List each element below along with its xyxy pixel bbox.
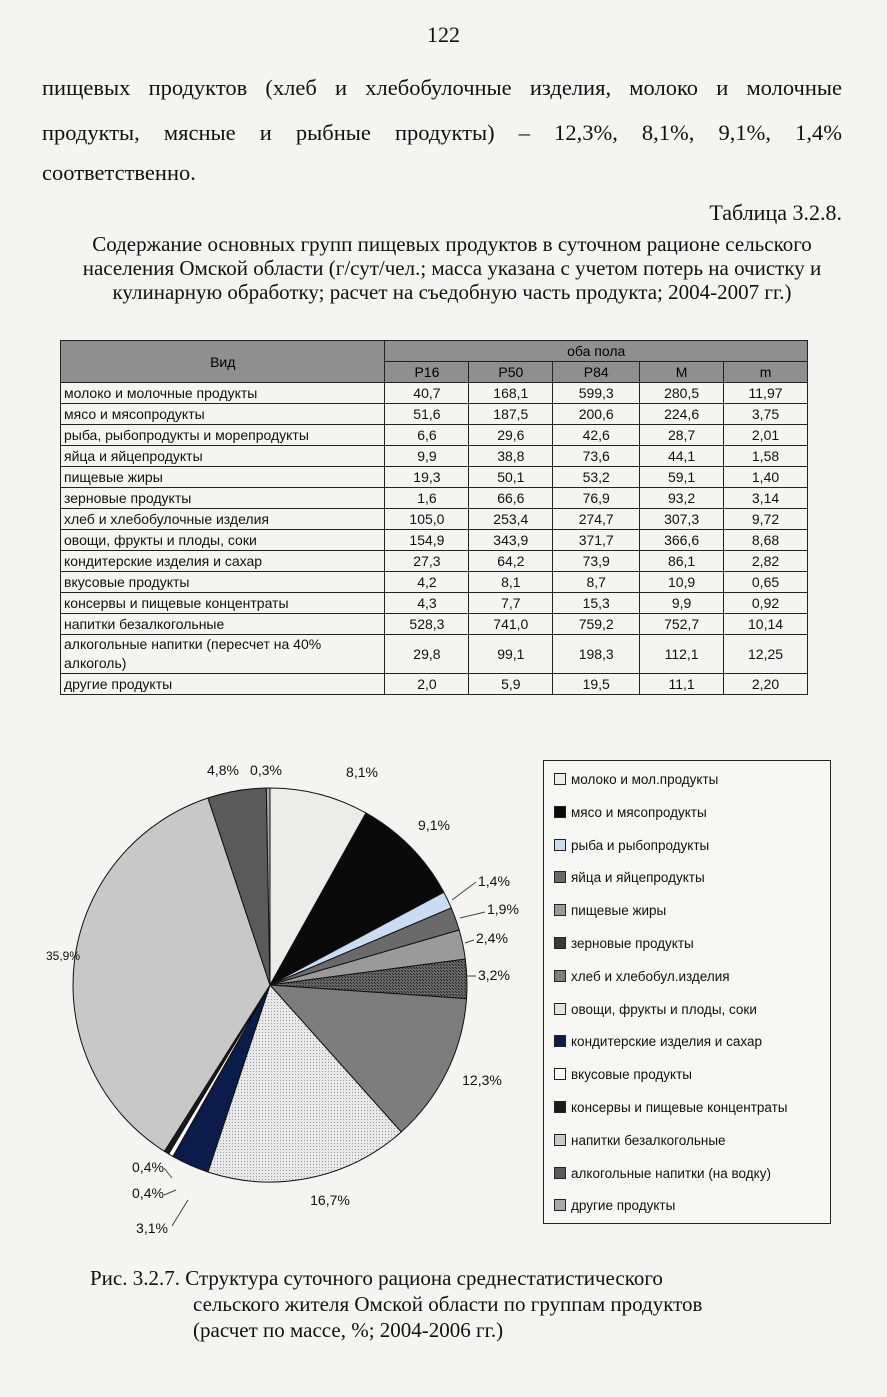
table-row <box>61 593 808 614</box>
slice-value-label: 4,8% <box>207 762 239 778</box>
legend-swatch <box>554 1101 566 1113</box>
table-row <box>61 572 808 593</box>
slice-value-label: 3,1% <box>136 1220 168 1236</box>
row-name: другие продукты <box>61 674 385 695</box>
table-cell: 29,6 <box>469 425 553 446</box>
row-name: мясо и мясопродукты <box>61 404 385 425</box>
table-cell: 59,1 <box>640 467 724 488</box>
legend-label: пищевые жиры <box>571 903 667 919</box>
legend-swatch <box>554 871 566 883</box>
table-row <box>61 446 808 467</box>
legend-label: молоко и мол.продукты <box>571 772 719 787</box>
row-name: овощи, фрукты и плоды, соки <box>61 530 385 551</box>
legend-swatch <box>554 806 566 818</box>
table-cell: 3,14 <box>724 488 808 509</box>
table-cell: 93,2 <box>640 488 724 509</box>
table-cell: 2,01 <box>724 425 808 446</box>
table-cell: 66,6 <box>469 488 553 509</box>
table-cell: 752,7 <box>640 614 724 635</box>
legend-swatch <box>554 937 566 949</box>
legend-label: зерновые продукты <box>571 936 694 951</box>
table-cell: 3,75 <box>724 404 808 425</box>
legend-label: вкусовые продукты <box>571 1067 692 1083</box>
table-cell: 200,6 <box>553 404 640 425</box>
legend-swatch <box>554 773 566 785</box>
legend-item <box>554 1001 757 1019</box>
table-cell: 2,82 <box>724 551 808 572</box>
table-cell: 76,9 <box>553 488 640 509</box>
legend-item <box>554 1132 726 1150</box>
row-name: пищевые жиры <box>61 467 385 488</box>
slice-value-label: 0,4% <box>132 1185 164 1201</box>
slice-value-label: 1,4% <box>478 873 510 889</box>
table-cell: 187,5 <box>469 404 553 425</box>
row-name: алкогольные напитки (пересчет на 40% алкоголь) <box>61 635 385 674</box>
legend-item <box>554 1033 762 1051</box>
table-cell: 253,4 <box>469 509 553 530</box>
table-cell: 371,7 <box>553 530 640 551</box>
figure-caption <box>90 1265 702 1343</box>
column-header: M <box>640 362 724 383</box>
slice-value-label: 0,4% <box>132 1159 164 1175</box>
slice-value-label: 1,9% <box>487 901 519 917</box>
legend-swatch <box>554 904 566 916</box>
legend-swatch <box>554 839 566 851</box>
table-row <box>61 509 808 530</box>
row-name: хлеб и хлебобулочные изделия <box>61 509 385 530</box>
table-cell: 168,1 <box>469 383 553 404</box>
table-cell: 40,7 <box>385 383 469 404</box>
legend-label: консервы и пищевые концентраты <box>571 1100 788 1115</box>
paragraph-line: пищевых продуктов (хлеб и хлебобулочные изделия, молоко и молочные <box>42 75 842 100</box>
legend-item <box>554 1197 675 1215</box>
legend-swatch <box>554 1199 566 1211</box>
legend-label: другие продукты <box>571 1198 676 1214</box>
legend-item <box>554 935 694 953</box>
table-cell: 759,2 <box>553 614 640 635</box>
leader-line <box>465 940 474 943</box>
table-cell: 2,20 <box>724 674 808 695</box>
table-cell: 53,2 <box>553 467 640 488</box>
table-cell: 11,1 <box>640 674 724 695</box>
legend-item <box>554 902 666 920</box>
row-name: кондитерские изделия и сахар <box>61 551 385 572</box>
table-cell: 27,3 <box>385 551 469 572</box>
table-cell: 307,3 <box>640 509 724 530</box>
figure-caption-line: (расчет по массе, %; 2004-2006 гг.) <box>193 1318 504 1342</box>
row-name: молоко и молочные продукты <box>61 383 385 404</box>
table-cell: 280,5 <box>640 383 724 404</box>
legend-swatch <box>554 970 566 982</box>
table-row <box>61 488 808 509</box>
table-cell: 99,1 <box>469 635 553 674</box>
legend-label: мясо и мясопродукты <box>571 804 707 820</box>
figure-caption-line: Рис. 3.2.7. Структура суточного рациона среднестатистического <box>90 1266 663 1290</box>
legend-swatch <box>554 1167 566 1179</box>
column-header: m <box>724 362 808 383</box>
table-cell: 44,1 <box>640 446 724 467</box>
slice-value-label: 8,1% <box>346 764 378 780</box>
table-cell: 2,0 <box>385 674 469 695</box>
table-row <box>61 425 808 446</box>
table-cell: 7,7 <box>469 593 553 614</box>
table-cell: 12,25 <box>724 635 808 674</box>
table-cell: 42,6 <box>553 425 640 446</box>
table-cell: 29,8 <box>385 635 469 674</box>
table-row <box>61 614 808 635</box>
table-cell: 528,3 <box>385 614 469 635</box>
table-cell: 8,68 <box>724 530 808 551</box>
table-cell: 19,3 <box>385 467 469 488</box>
legend-label: хлеб и хлебобул.изделия <box>571 968 730 984</box>
legend-label: напитки безалкогольные <box>571 1132 726 1148</box>
table-cell: 8,1 <box>469 572 553 593</box>
table-cell: 224,6 <box>640 404 724 425</box>
slice-value-label: 3,2% <box>478 967 510 983</box>
table-cell: 38,8 <box>469 446 553 467</box>
row-name: яйца и яйцепродукты <box>61 446 385 467</box>
table-cell: 154,9 <box>385 530 469 551</box>
table-cell: 599,3 <box>553 383 640 404</box>
column-header: P16 <box>385 362 469 383</box>
table-cell: 5,9 <box>469 674 553 695</box>
table-cell: 51,6 <box>385 404 469 425</box>
legend-item <box>554 804 707 822</box>
table-number: Таблица 3.2.8. <box>709 200 842 225</box>
legend-label: алкогольные напитки (на водку) <box>571 1165 771 1181</box>
legend-label: кондитерские изделия и сахар <box>571 1034 762 1050</box>
row-name: напитки безалкогольные <box>61 614 385 635</box>
table-cell: 86,1 <box>640 551 724 572</box>
legend-item <box>554 771 718 789</box>
table-row <box>61 467 808 488</box>
table-cell: 10,9 <box>640 572 724 593</box>
table-cell: 50,1 <box>469 467 553 488</box>
table-cell: 4,2 <box>385 572 469 593</box>
legend-item <box>554 968 730 986</box>
table-row <box>61 404 808 425</box>
table-cell: 19,5 <box>553 674 640 695</box>
legend-label: яйца и яйцепродукты <box>571 870 705 886</box>
table-row <box>61 530 808 551</box>
table-cell: 73,9 <box>553 551 640 572</box>
slice-value-label: 2,4% <box>476 930 508 946</box>
slice-value-label: 9,1% <box>418 817 450 833</box>
column-header: P50 <box>469 362 553 383</box>
table-cell: 0,65 <box>724 572 808 593</box>
legend-swatch <box>554 1035 566 1047</box>
table-cell: 1,58 <box>724 446 808 467</box>
legend-swatch <box>554 1003 566 1015</box>
row-name: рыба, рыбопродукты и морепродукты <box>61 425 385 446</box>
table-cell: 11,97 <box>724 383 808 404</box>
table-caption: Содержание основных групп пищевых продуктов в суточном рационе сельского населения Омской области (г/сут/чел.; масса указана с учетом потерь на очистку и кулинарную обработку; расчет на съедобную часть продукта; 2004-2007 гг.) <box>82 232 822 304</box>
table-cell: 343,9 <box>469 530 553 551</box>
table-cell: 8,7 <box>553 572 640 593</box>
table-cell: 64,2 <box>469 551 553 572</box>
table-row <box>61 635 808 674</box>
row-name: зерновые продукты <box>61 488 385 509</box>
legend-label: овощи, фрукты и плоды, соки <box>571 1001 757 1017</box>
table-cell: 10,14 <box>724 614 808 635</box>
slice-value-label: 0,3% <box>250 762 282 778</box>
table-cell: 73,6 <box>553 446 640 467</box>
row-name: консервы и пищевые концентраты <box>61 593 385 614</box>
slice-value-label: 16,7% <box>310 1192 350 1208</box>
table-cell: 105,0 <box>385 509 469 530</box>
leader-line <box>460 912 485 918</box>
page-number: 122 <box>427 22 460 47</box>
header-kind: Вид <box>61 341 385 383</box>
legend-item <box>554 1165 771 1183</box>
table-cell: 9,72 <box>724 509 808 530</box>
table-row <box>61 383 808 404</box>
table-cell: 1,6 <box>385 488 469 509</box>
legend-swatch <box>554 1134 566 1146</box>
legend-item <box>554 1066 692 1084</box>
paragraph-line: соответственно. <box>42 160 196 185</box>
slice-value-label: 35,9% <box>46 949 81 963</box>
legend-item <box>554 869 705 887</box>
table-cell: 366,6 <box>640 530 724 551</box>
row-name: вкусовые продукты <box>61 572 385 593</box>
leader-line <box>164 1190 176 1195</box>
legend-swatch <box>554 1068 566 1080</box>
table-cell: 274,7 <box>553 509 640 530</box>
chart-legend <box>543 760 831 1224</box>
header-group: оба пола <box>385 341 808 362</box>
table-cell: 1,40 <box>724 467 808 488</box>
table-cell: 15,3 <box>553 593 640 614</box>
table-cell: 9,9 <box>385 446 469 467</box>
column-header: P84 <box>553 362 640 383</box>
table-cell: 741,0 <box>469 614 553 635</box>
table-row <box>61 551 808 572</box>
paragraph-line: продукты, мясные и рыбные продукты) – 12,3%, 8,1%, 9,1%, 1,4% <box>42 120 842 145</box>
table-cell: 28,7 <box>640 425 724 446</box>
legend-label: рыба и рыбопродукты <box>571 837 710 853</box>
figure-caption-line: сельского жителя Омской области по группам продуктов <box>193 1292 703 1316</box>
pie-chart <box>0 740 540 1260</box>
leader-line <box>452 882 476 900</box>
legend-item <box>554 1099 788 1117</box>
table-cell: 198,3 <box>553 635 640 674</box>
table-row <box>61 674 808 695</box>
leader-line <box>172 1200 188 1226</box>
table-cell: 6,6 <box>385 425 469 446</box>
table-cell: 112,1 <box>640 635 724 674</box>
table-cell: 9,9 <box>640 593 724 614</box>
table-cell: 4,3 <box>385 593 469 614</box>
table-cell: 0,92 <box>724 593 808 614</box>
legend-item <box>554 837 709 855</box>
leader-line <box>164 1168 172 1178</box>
slice-value-label: 12,3% <box>462 1072 502 1088</box>
data-table <box>60 340 808 695</box>
